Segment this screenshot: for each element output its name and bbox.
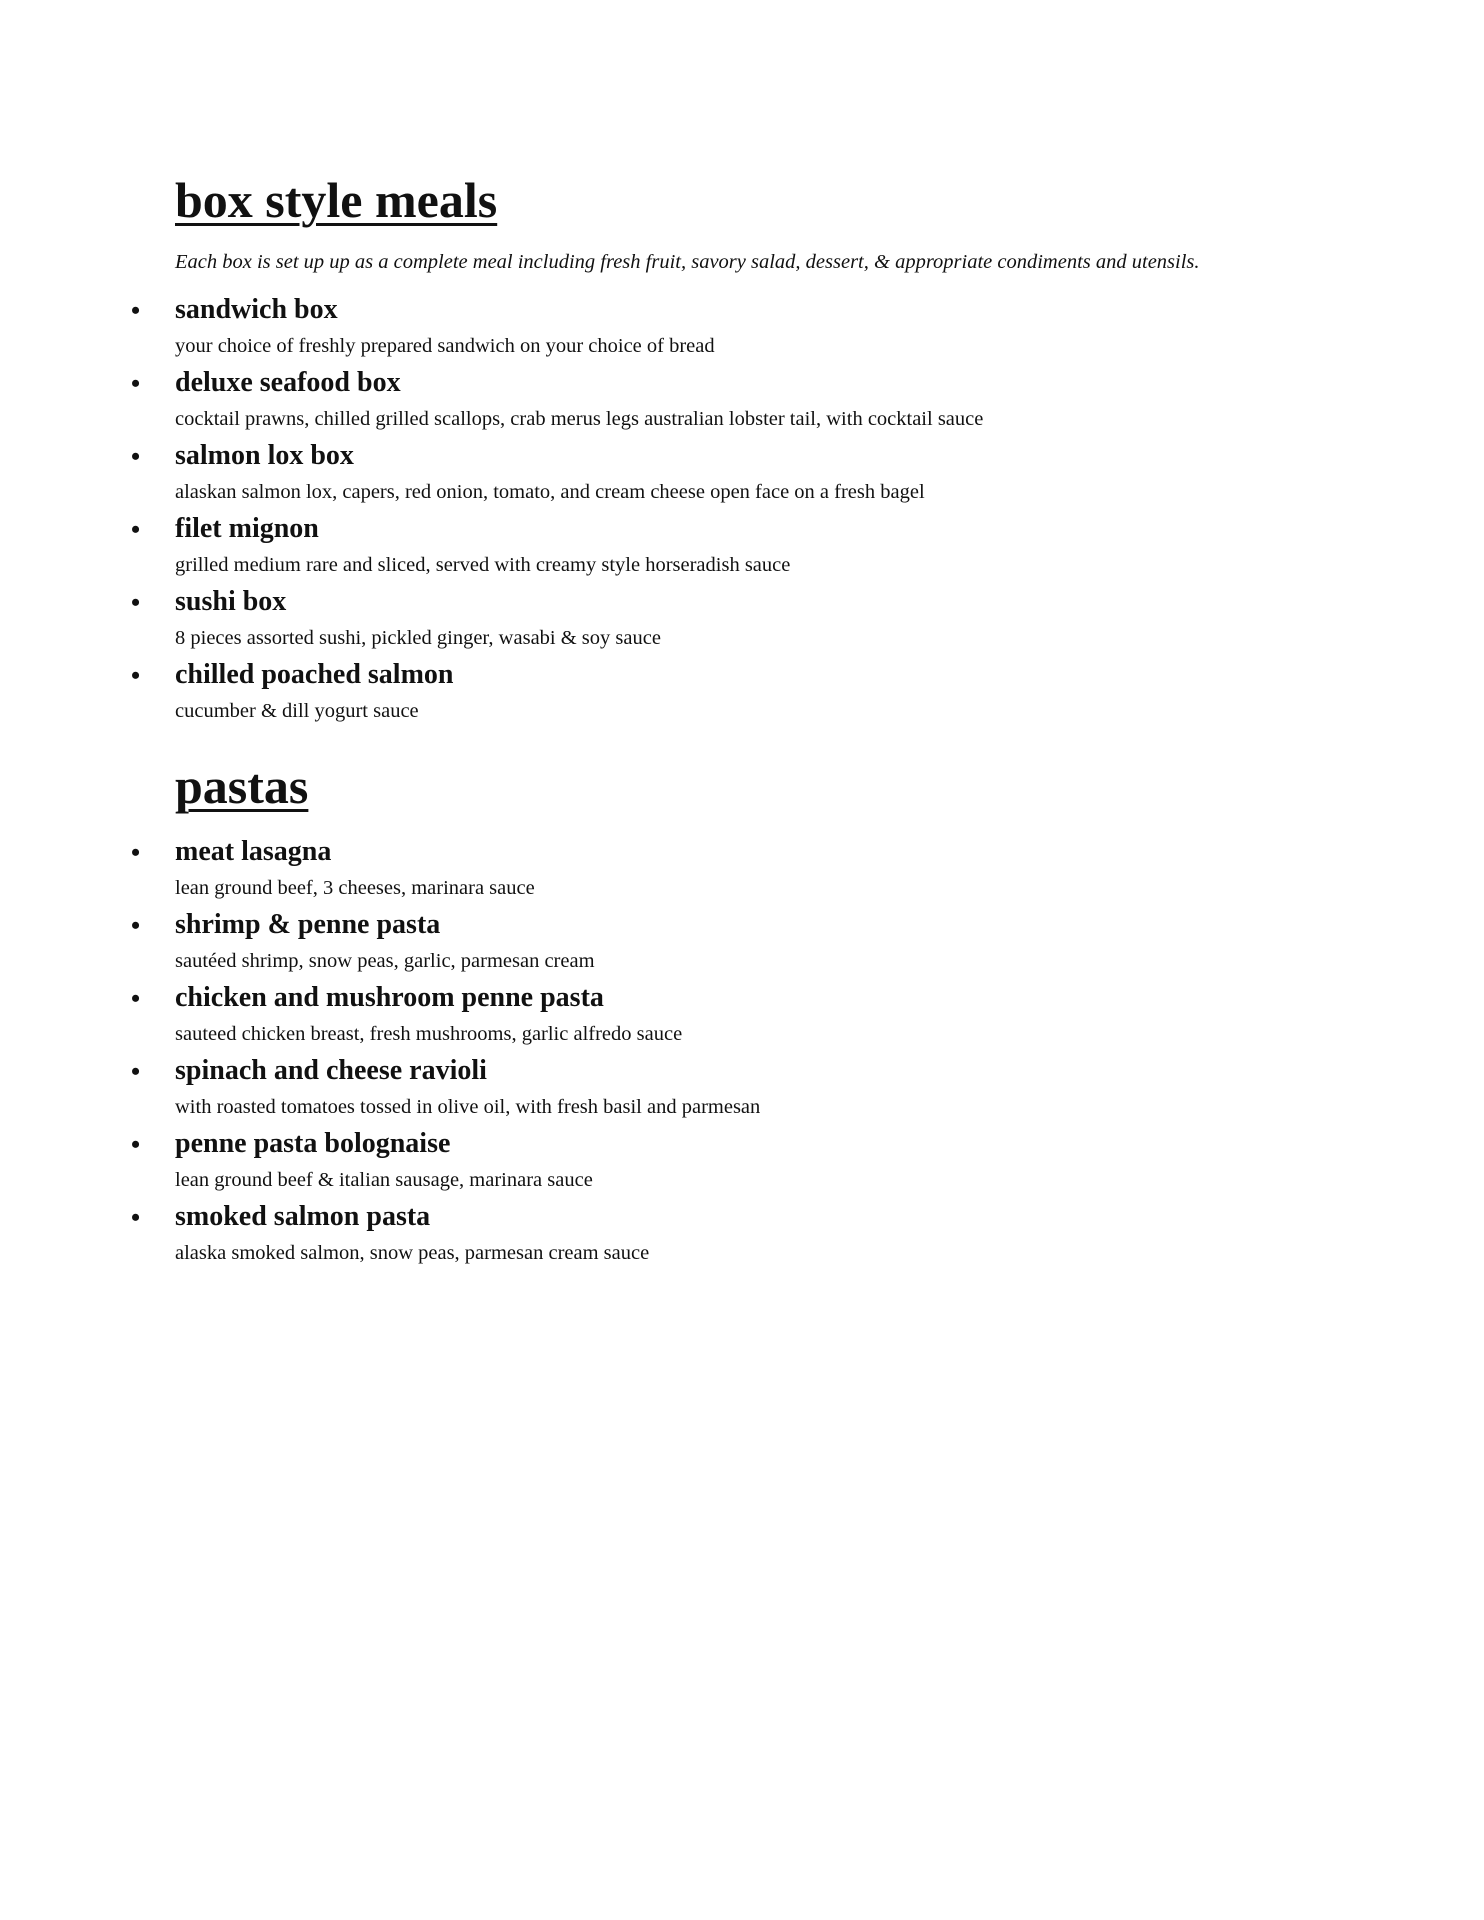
item-description: grilled medium rare and sliced, served with creamy style horseradish sauce <box>175 554 791 576</box>
item-name: smoked salmon pasta <box>175 1201 431 1232</box>
item-description: sauteed chicken breast, fresh mushrooms, garlic alfredo sauce <box>175 1023 683 1045</box>
bullet-icon: • <box>131 1203 141 1232</box>
list-item <box>131 584 1355 657</box>
item-name: chilled poached salmon <box>175 659 454 690</box>
list-item <box>131 1199 1355 1272</box>
bullet-icon: • <box>131 296 141 325</box>
item-description: lean ground beef & italian sausage, marinara sauce <box>175 1169 593 1191</box>
item-name: sushi box <box>175 586 287 617</box>
list-item <box>131 1126 1355 1199</box>
item-description: lean ground beef, 3 cheeses, marinara sauce <box>175 877 535 899</box>
item-description: alaskan salmon lox, capers, red onion, tomato, and cream cheese open face on a fresh bagel <box>175 481 925 503</box>
bullet-icon: • <box>131 984 141 1013</box>
item-name: sandwich box <box>175 294 338 325</box>
item-name: meat lasagna <box>175 836 332 867</box>
section-title-box-style-meals: box style meals <box>175 172 498 228</box>
bullet-icon: • <box>131 515 141 544</box>
item-name: filet mignon <box>175 513 319 544</box>
item-description: with roasted tomatoes tossed in olive oil, with fresh basil and parmesan <box>175 1096 761 1118</box>
item-name: chicken and mushroom penne pasta <box>175 982 604 1013</box>
bullet-icon: • <box>131 442 141 471</box>
list-item <box>131 438 1355 511</box>
item-name: shrimp & penne pasta <box>175 909 441 940</box>
list-item <box>131 1053 1355 1126</box>
bullet-icon: • <box>131 588 141 617</box>
bullet-icon: • <box>131 1130 141 1159</box>
item-description: cucumber & dill yogurt sauce <box>175 700 419 722</box>
item-name: penne pasta bolognaise <box>175 1128 451 1159</box>
item-description: cocktail prawns, chilled grilled scallops, crab merus legs australian lobster tail, with cocktail sauce <box>175 408 984 430</box>
list-item <box>131 657 1355 730</box>
item-description: 8 pieces assorted sushi, pickled ginger, wasabi & soy sauce <box>175 627 661 649</box>
item-name: spinach and cheese ravioli <box>175 1055 487 1086</box>
pastas-list <box>131 834 1355 1272</box>
bullet-icon: • <box>131 1057 141 1086</box>
bullet-icon: • <box>131 369 141 398</box>
bullet-icon: • <box>131 661 141 690</box>
list-item <box>131 365 1355 438</box>
item-description: alaska smoked salmon, snow peas, parmesan cream sauce <box>175 1242 650 1264</box>
section-title-pastas: pastas <box>175 758 309 814</box>
list-item <box>131 907 1355 980</box>
menu-content <box>131 170 1355 1272</box>
item-description: sautéed shrimp, snow peas, garlic, parmesan cream <box>175 950 595 972</box>
section-intro: Each box is set up up as a complete meal including fresh fruit, savory salad, dessert, & appropriate condiments and utensils. <box>175 251 1200 273</box>
box-meals-list <box>131 292 1355 730</box>
list-item <box>131 292 1355 365</box>
bullet-icon: • <box>131 838 141 867</box>
item-description: your choice of freshly prepared sandwich on your choice of bread <box>175 335 715 357</box>
item-name: salmon lox box <box>175 440 354 471</box>
list-item <box>131 511 1355 584</box>
list-item <box>131 980 1355 1053</box>
bullet-icon: • <box>131 911 141 940</box>
item-name: deluxe seafood box <box>175 367 401 398</box>
list-item <box>131 834 1355 907</box>
